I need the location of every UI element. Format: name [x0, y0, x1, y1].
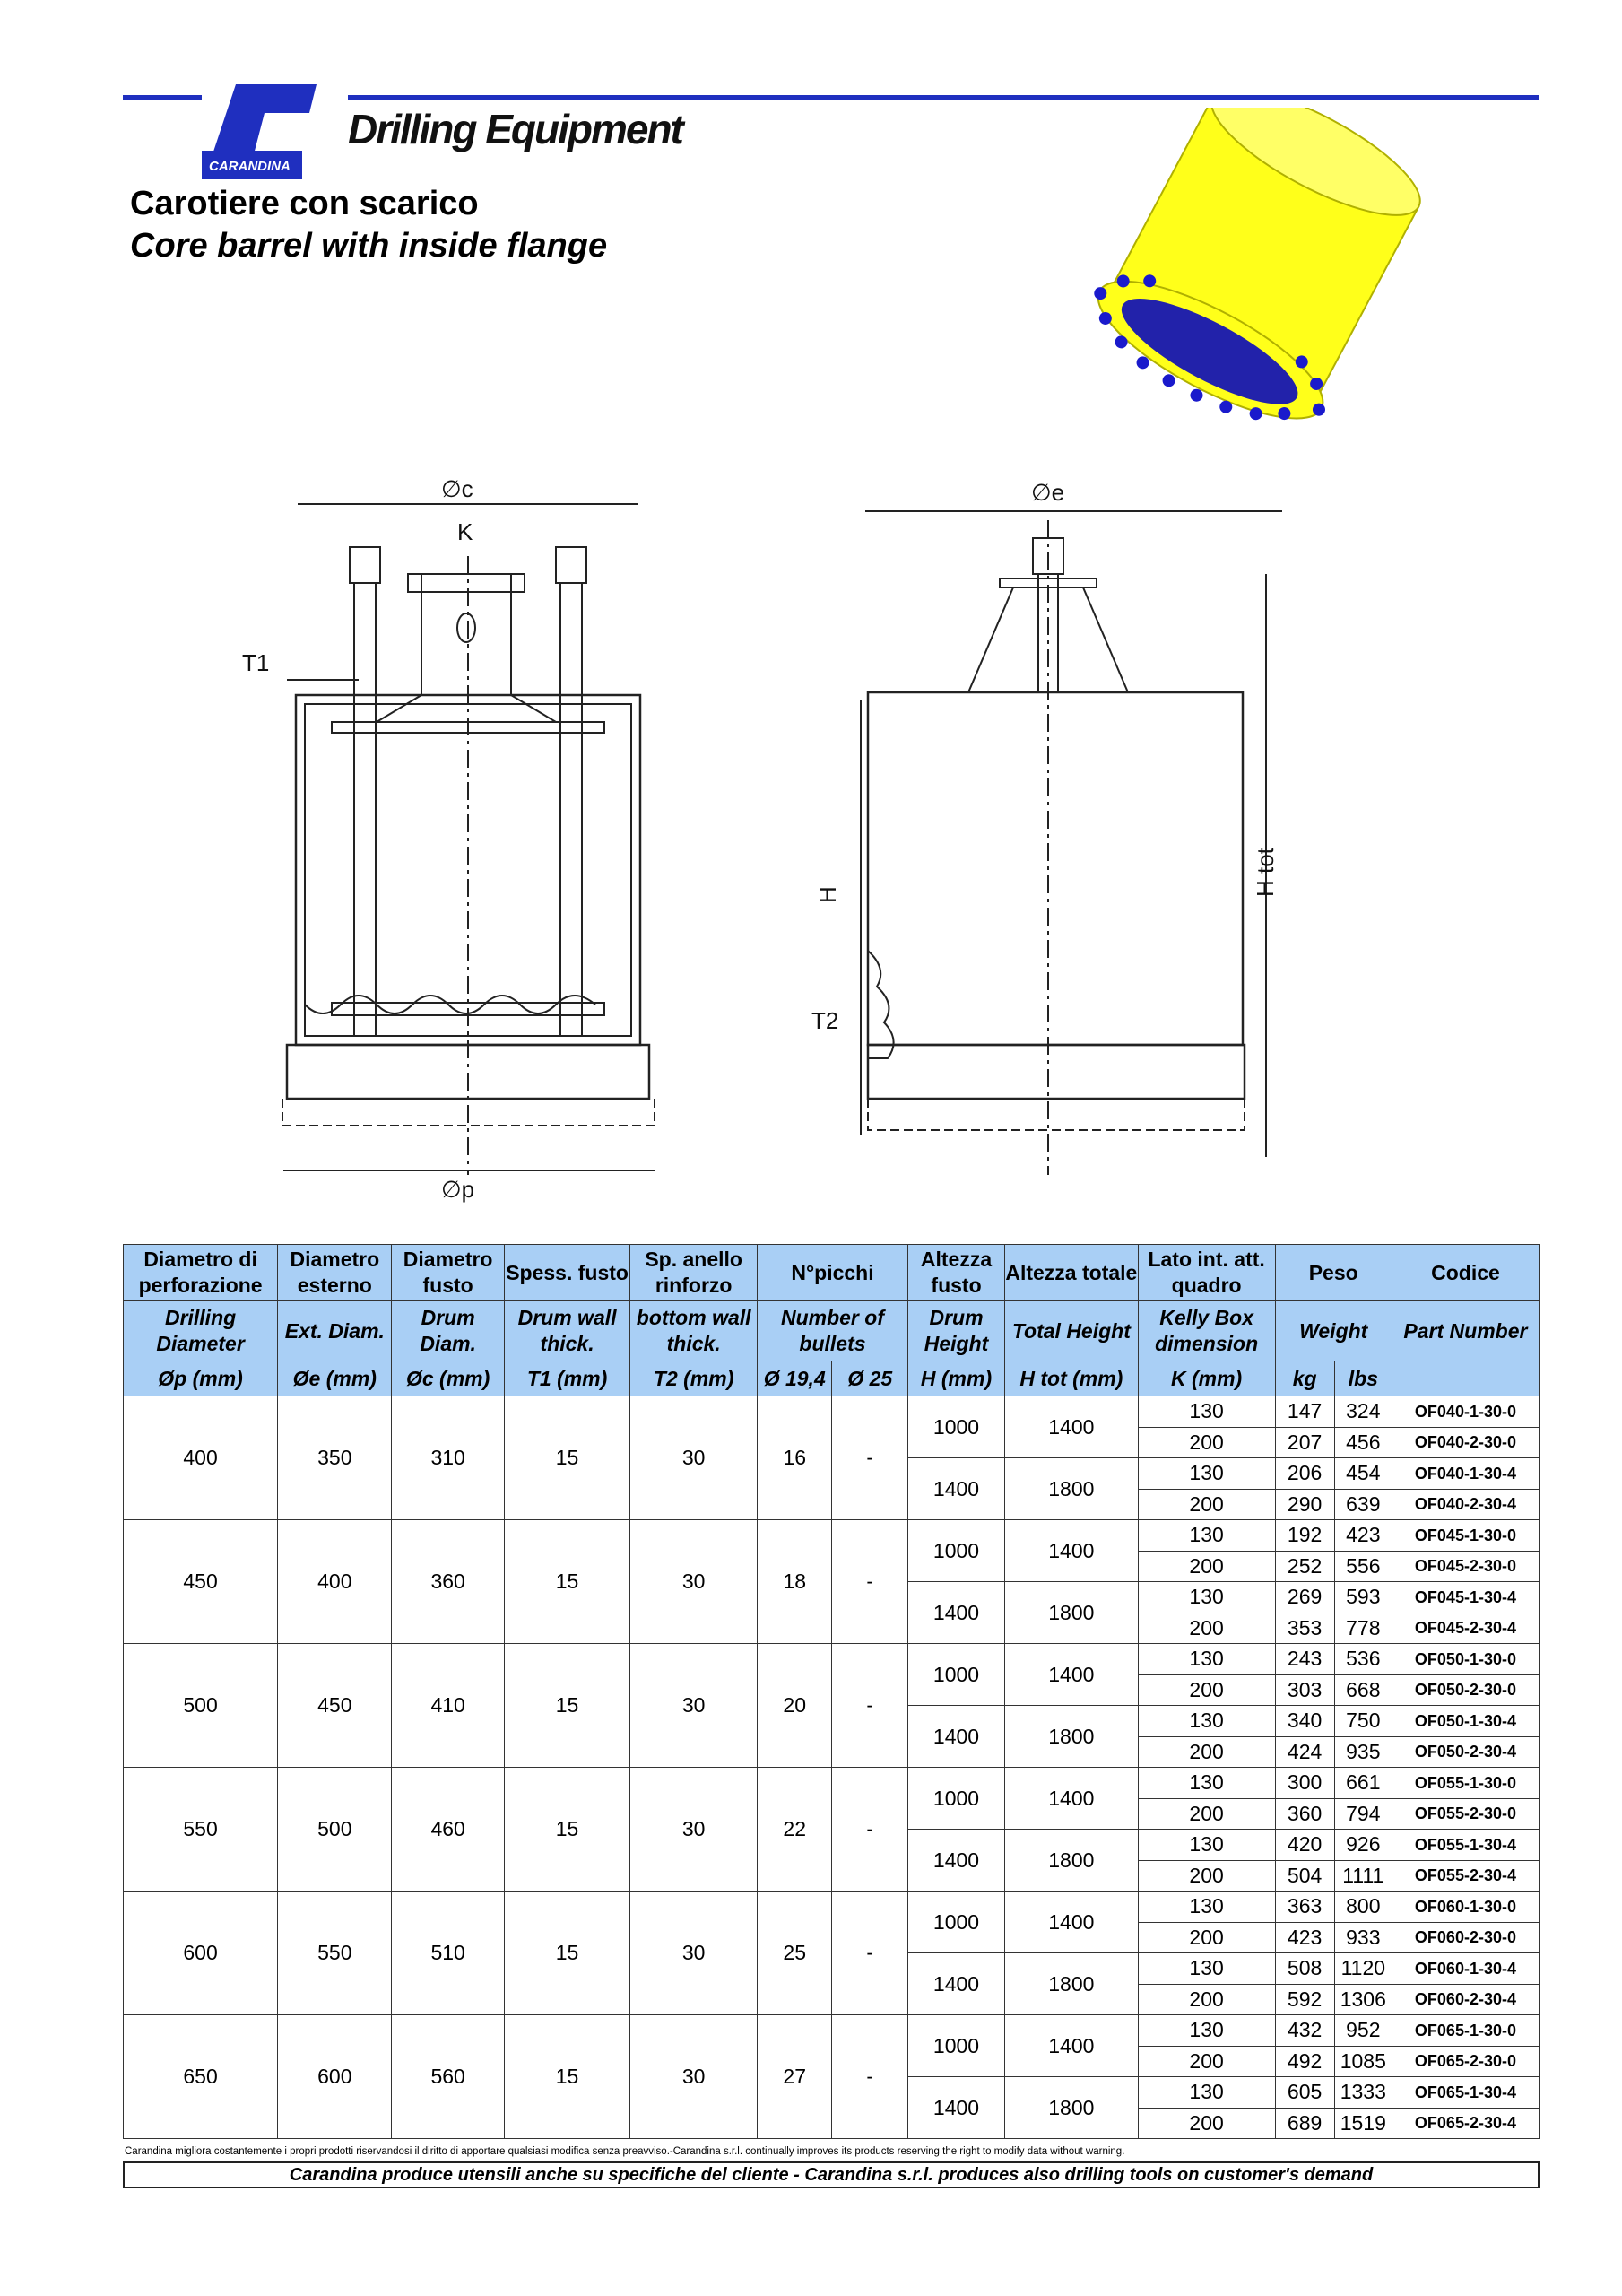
header-en-bullets: Number of bullets — [757, 1301, 907, 1361]
unit-lbs: lbs — [1334, 1361, 1392, 1396]
header-it-drum-height: Altezza fusto — [908, 1245, 1005, 1301]
cell-kelly-box: 200 — [1138, 1674, 1275, 1706]
unit-bullet-25: Ø 25 — [832, 1361, 908, 1396]
cell-part-number: OF065-2-30-0 — [1392, 2046, 1539, 2077]
cell-part-number: OF045-2-30-4 — [1392, 1613, 1539, 1644]
cell-bullets-25: - — [832, 1768, 908, 1892]
unit-bullet-19-4: Ø 19,4 — [757, 1361, 832, 1396]
cell-drum-wall: 15 — [504, 1892, 630, 2015]
cell-drum-wall: 15 — [504, 1768, 630, 1892]
unit-t2: T2 (mm) — [630, 1361, 758, 1396]
cell-part-number: OF065-1-30-4 — [1392, 2077, 1539, 2109]
cell-drum-height: 1000 — [908, 1396, 1005, 1458]
header-en-drum-height: Drum Height — [908, 1301, 1005, 1361]
cell-ext-diameter: 350 — [278, 1396, 392, 1520]
cell-weight-lbs: 1111 — [1334, 1860, 1392, 1892]
cell-weight-kg: 243 — [1275, 1644, 1334, 1675]
cell-kelly-box: 130 — [1138, 2077, 1275, 2109]
core-barrel-illustration — [1067, 108, 1533, 484]
cell-weight-lbs: 456 — [1334, 1427, 1392, 1458]
cell-part-number: OF040-2-30-0 — [1392, 1427, 1539, 1458]
header-it-bullets: N°picchi — [757, 1245, 907, 1301]
cell-part-number: OF055-2-30-4 — [1392, 1860, 1539, 1892]
cell-drum-diameter: 460 — [392, 1768, 504, 1892]
header-it-drilling-diameter: Diametro di perforazione — [124, 1245, 278, 1301]
cell-drum-height: 1000 — [908, 2015, 1005, 2077]
cell-part-number: OF065-2-30-4 — [1392, 2108, 1539, 2139]
header-en-ext-diameter: Ext. Diam. — [278, 1301, 392, 1361]
cell-drum-height: 1400 — [908, 1830, 1005, 1892]
cell-part-number: OF045-1-30-0 — [1392, 1520, 1539, 1552]
cell-ext-diameter: 400 — [278, 1520, 392, 1644]
header-en-bottom-wall: bottom wall thick. — [630, 1301, 758, 1361]
cell-weight-kg: 360 — [1275, 1798, 1334, 1830]
cell-drilling-diameter: 600 — [124, 1892, 278, 2015]
cell-weight-lbs: 593 — [1334, 1582, 1392, 1613]
cell-total-height: 1400 — [1005, 1768, 1139, 1830]
cell-weight-lbs: 1085 — [1334, 2046, 1392, 2077]
cell-weight-lbs: 324 — [1334, 1396, 1392, 1428]
cell-bullets-25: - — [832, 1520, 908, 1644]
cell-part-number: OF055-1-30-4 — [1392, 1830, 1539, 1861]
header-en-drum-diameter: Drum Diam. — [392, 1301, 504, 1361]
cell-kelly-box: 200 — [1138, 1922, 1275, 1953]
cell-drilling-diameter: 500 — [124, 1644, 278, 1768]
header-it-part-number: Codice — [1392, 1245, 1539, 1301]
cell-weight-kg: 290 — [1275, 1489, 1334, 1520]
cell-weight-kg: 423 — [1275, 1922, 1334, 1953]
cell-kelly-box: 130 — [1138, 1706, 1275, 1737]
header-en-kelly-box: Kelly Box dimension — [1138, 1301, 1275, 1361]
unit-t1: T1 (mm) — [504, 1361, 630, 1396]
cell-part-number: OF045-2-30-0 — [1392, 1551, 1539, 1582]
cell-total-height: 1400 — [1005, 1396, 1139, 1458]
unit-de: Øe (mm) — [278, 1361, 392, 1396]
cell-drum-height: 1000 — [908, 1768, 1005, 1830]
header-it-drum-diameter: Diametro fusto — [392, 1245, 504, 1301]
cell-drum-wall: 15 — [504, 2015, 630, 2139]
header-it-total-height: Altezza totale — [1005, 1245, 1139, 1301]
cell-weight-lbs: 423 — [1334, 1520, 1392, 1552]
cell-drum-diameter: 360 — [392, 1520, 504, 1644]
dim-label-t1: T1 — [242, 649, 270, 676]
cell-drilling-diameter: 650 — [124, 2015, 278, 2139]
cell-bullets-19-4: 16 — [757, 1396, 832, 1520]
unit-kg: kg — [1275, 1361, 1334, 1396]
cell-part-number: OF040-1-30-4 — [1392, 1458, 1539, 1490]
cell-total-height: 1400 — [1005, 1520, 1139, 1582]
table-row — [124, 1644, 1540, 1675]
cell-drum-height: 1400 — [908, 1582, 1005, 1644]
header-it-bottom-wall: Sp. anello rinforzo — [630, 1245, 758, 1301]
cell-part-number: OF060-1-30-0 — [1392, 1892, 1539, 1923]
cell-kelly-box: 130 — [1138, 1396, 1275, 1428]
cell-kelly-box: 130 — [1138, 1458, 1275, 1490]
cell-total-height: 1800 — [1005, 1458, 1139, 1520]
header-en-drilling-diameter: Drilling Diameter — [124, 1301, 278, 1361]
table-row — [124, 1892, 1540, 1923]
cell-bullets-19-4: 20 — [757, 1644, 832, 1768]
cell-kelly-box: 130 — [1138, 2015, 1275, 2047]
brand-title: Drilling Equipment — [348, 106, 682, 152]
cell-kelly-box: 200 — [1138, 1736, 1275, 1768]
cell-weight-kg: 353 — [1275, 1613, 1334, 1644]
header-en-drum-wall: Drum wall thick. — [504, 1301, 630, 1361]
cell-total-height: 1800 — [1005, 1830, 1139, 1892]
cell-kelly-box: 200 — [1138, 1613, 1275, 1644]
cell-part-number: OF060-1-30-4 — [1392, 1953, 1539, 1985]
header-en-part-number: Part Number — [1392, 1301, 1539, 1361]
cell-total-height: 1800 — [1005, 1582, 1139, 1644]
cell-total-height: 1800 — [1005, 1706, 1139, 1768]
cell-weight-kg: 147 — [1275, 1396, 1334, 1428]
footer-note: Carandina produce utensili anche su specifiche del cliente - Carandina s.r.l. produces also drilling tools on customer's demand — [123, 2161, 1540, 2188]
cell-drum-diameter: 310 — [392, 1396, 504, 1520]
cell-weight-lbs: 454 — [1334, 1458, 1392, 1490]
cell-drum-height: 1400 — [908, 1458, 1005, 1520]
cell-part-number: OF050-1-30-0 — [1392, 1644, 1539, 1675]
cell-bottom-wall: 30 — [630, 1644, 758, 1768]
cell-weight-kg: 605 — [1275, 2077, 1334, 2109]
cell-weight-kg: 363 — [1275, 1892, 1334, 1923]
cell-weight-lbs: 668 — [1334, 1674, 1392, 1706]
cell-drilling-diameter: 450 — [124, 1520, 278, 1644]
cell-bullets-25: - — [832, 1396, 908, 1520]
cell-bullets-25: - — [832, 2015, 908, 2139]
page-title-italian: Carotiere con scarico — [130, 185, 479, 222]
cell-drum-diameter: 410 — [392, 1644, 504, 1768]
header-it-weight: Peso — [1275, 1245, 1392, 1301]
cell-kelly-box: 130 — [1138, 1768, 1275, 1799]
cell-kelly-box: 200 — [1138, 1860, 1275, 1892]
cell-weight-lbs: 750 — [1334, 1706, 1392, 1737]
cell-drum-diameter: 560 — [392, 2015, 504, 2139]
header-rule-right — [348, 95, 1539, 100]
cell-drum-height: 1000 — [908, 1892, 1005, 1953]
cell-kelly-box: 130 — [1138, 1953, 1275, 1985]
cell-kelly-box: 200 — [1138, 1489, 1275, 1520]
cell-part-number: OF050-1-30-4 — [1392, 1706, 1539, 1737]
cell-weight-lbs: 1120 — [1334, 1953, 1392, 1985]
cell-total-height: 1400 — [1005, 1892, 1139, 1953]
unit-htot: H tot (mm) — [1005, 1361, 1139, 1396]
unit-blank — [1392, 1361, 1539, 1396]
cell-drum-height: 1400 — [908, 2077, 1005, 2139]
header-en-weight: Weight — [1275, 1301, 1392, 1361]
cell-total-height: 1400 — [1005, 2015, 1139, 2077]
unit-k: K (mm) — [1138, 1361, 1275, 1396]
cell-weight-kg: 303 — [1275, 1674, 1334, 1706]
cell-part-number: OF050-2-30-4 — [1392, 1736, 1539, 1768]
cell-weight-lbs: 536 — [1334, 1644, 1392, 1675]
table-row — [124, 1396, 1540, 1428]
cell-bottom-wall: 30 — [630, 1520, 758, 1644]
cell-kelly-box: 200 — [1138, 1427, 1275, 1458]
cell-part-number: OF055-2-30-0 — [1392, 1798, 1539, 1830]
cell-weight-kg: 592 — [1275, 1984, 1334, 2015]
header-it-kelly-box: Lato int. att. quadro — [1138, 1245, 1275, 1301]
header-it-ext-diameter: Diametro esterno — [278, 1245, 392, 1301]
cell-part-number: OF050-2-30-0 — [1392, 1674, 1539, 1706]
carandina-logo — [202, 83, 318, 181]
cell-weight-lbs: 556 — [1334, 1551, 1392, 1582]
cell-drum-height: 1000 — [908, 1644, 1005, 1706]
cell-weight-kg: 252 — [1275, 1551, 1334, 1582]
cell-bottom-wall: 30 — [630, 2015, 758, 2139]
cell-total-height: 1800 — [1005, 1953, 1139, 2015]
cell-drilling-diameter: 550 — [124, 1768, 278, 1892]
cell-weight-lbs: 1306 — [1334, 1984, 1392, 2015]
cell-weight-lbs: 778 — [1334, 1613, 1392, 1644]
cell-ext-diameter: 600 — [278, 2015, 392, 2139]
cell-drilling-diameter: 400 — [124, 1396, 278, 1520]
cell-bottom-wall: 30 — [630, 1892, 758, 2015]
cell-weight-kg: 504 — [1275, 1860, 1334, 1892]
cell-drum-wall: 15 — [504, 1644, 630, 1768]
table-row — [124, 2015, 1540, 2047]
cell-ext-diameter: 550 — [278, 1892, 392, 2015]
dim-label-dia-c: ∅c — [441, 475, 473, 502]
cell-part-number: OF055-1-30-0 — [1392, 1768, 1539, 1799]
cell-weight-kg: 689 — [1275, 2108, 1334, 2139]
cell-weight-kg: 420 — [1275, 1830, 1334, 1861]
unit-dp: Øp (mm) — [124, 1361, 278, 1396]
cell-weight-lbs: 661 — [1334, 1768, 1392, 1799]
unit-dc: Øc (mm) — [392, 1361, 504, 1396]
cell-ext-diameter: 500 — [278, 1768, 392, 1892]
disclaimer-text: Carandina migliora costantemente i propri prodotti riservandosi il diritto di apportare qualsiasi modifica senza preavviso.-Carandina s.r.l. continually improves its products reserving the right to modify data without warning. — [125, 2146, 1125, 2157]
cell-bottom-wall: 30 — [630, 1768, 758, 1892]
cell-weight-lbs: 952 — [1334, 2015, 1392, 2047]
dim-label-h: H — [814, 886, 841, 903]
cell-bullets-25: - — [832, 1644, 908, 1768]
cell-drum-wall: 15 — [504, 1520, 630, 1644]
cell-kelly-box: 200 — [1138, 1984, 1275, 2015]
cell-weight-lbs: 926 — [1334, 1830, 1392, 1861]
table-row — [124, 1520, 1540, 1552]
cell-weight-kg: 192 — [1275, 1520, 1334, 1552]
header-en-total-height: Total Height — [1005, 1301, 1139, 1361]
cell-weight-lbs: 933 — [1334, 1922, 1392, 1953]
cell-weight-kg: 492 — [1275, 2046, 1334, 2077]
dim-label-t2: T2 — [811, 1007, 839, 1034]
cell-kelly-box: 130 — [1138, 1892, 1275, 1923]
cell-weight-kg: 300 — [1275, 1768, 1334, 1799]
cell-part-number: OF060-2-30-4 — [1392, 1984, 1539, 2015]
cell-drum-diameter: 510 — [392, 1892, 504, 2015]
cell-bullets-19-4: 27 — [757, 2015, 832, 2139]
unit-h: H (mm) — [908, 1361, 1005, 1396]
cell-part-number: OF060-2-30-0 — [1392, 1922, 1539, 1953]
cell-bottom-wall: 30 — [630, 1396, 758, 1520]
cell-drum-wall: 15 — [504, 1396, 630, 1520]
cell-kelly-box: 200 — [1138, 1798, 1275, 1830]
dim-label-dia-p: ∅p — [441, 1176, 475, 1203]
cell-kelly-box: 130 — [1138, 1582, 1275, 1613]
cell-kelly-box: 130 — [1138, 1644, 1275, 1675]
cell-bullets-19-4: 18 — [757, 1520, 832, 1644]
cell-part-number: OF045-1-30-4 — [1392, 1582, 1539, 1613]
cell-weight-kg: 269 — [1275, 1582, 1334, 1613]
specifications-table-body — [124, 1396, 1540, 2139]
cell-kelly-box: 200 — [1138, 1551, 1275, 1582]
cell-weight-kg: 508 — [1275, 1953, 1334, 1985]
dim-label-h-tot: H tot — [1252, 848, 1279, 897]
cell-part-number: OF040-1-30-0 — [1392, 1396, 1539, 1428]
table-row — [124, 1768, 1540, 1799]
cell-weight-kg: 207 — [1275, 1427, 1334, 1458]
cell-drum-height: 1400 — [908, 1706, 1005, 1768]
cell-total-height: 1400 — [1005, 1644, 1139, 1706]
dim-label-dia-e: ∅e — [1031, 479, 1065, 506]
cell-total-height: 1800 — [1005, 2077, 1139, 2139]
cell-part-number: OF065-1-30-0 — [1392, 2015, 1539, 2047]
cell-kelly-box: 130 — [1138, 1520, 1275, 1552]
cell-kelly-box: 200 — [1138, 2108, 1275, 2139]
cell-weight-lbs: 794 — [1334, 1798, 1392, 1830]
cell-drum-height: 1400 — [908, 1953, 1005, 2015]
header-rule-left — [123, 95, 202, 100]
cell-part-number: OF040-2-30-4 — [1392, 1489, 1539, 1520]
cell-ext-diameter: 450 — [278, 1644, 392, 1768]
cell-kelly-box: 130 — [1138, 1830, 1275, 1861]
cell-weight-lbs: 639 — [1334, 1489, 1392, 1520]
cell-weight-lbs: 800 — [1334, 1892, 1392, 1923]
cell-weight-kg: 206 — [1275, 1458, 1334, 1490]
cell-drum-height: 1000 — [908, 1520, 1005, 1582]
cell-weight-lbs: 935 — [1334, 1736, 1392, 1768]
cell-bullets-19-4: 25 — [757, 1892, 832, 2015]
cell-bullets-25: - — [832, 1892, 908, 2015]
specifications-table — [123, 1244, 1540, 2139]
page-title-english: Core barrel with inside flange — [130, 227, 608, 265]
technical-drawing — [233, 466, 1354, 1211]
cell-bullets-19-4: 22 — [757, 1768, 832, 1892]
cell-weight-kg: 340 — [1275, 1706, 1334, 1737]
header-it-drum-wall: Spess. fusto — [504, 1245, 630, 1301]
dim-label-k: K — [457, 518, 473, 545]
logo-text: CARANDINA — [209, 159, 291, 174]
cell-weight-kg: 432 — [1275, 2015, 1334, 2047]
cell-weight-kg: 424 — [1275, 1736, 1334, 1768]
cell-weight-lbs: 1519 — [1334, 2108, 1392, 2139]
cell-weight-lbs: 1333 — [1334, 2077, 1392, 2109]
cell-kelly-box: 200 — [1138, 2046, 1275, 2077]
